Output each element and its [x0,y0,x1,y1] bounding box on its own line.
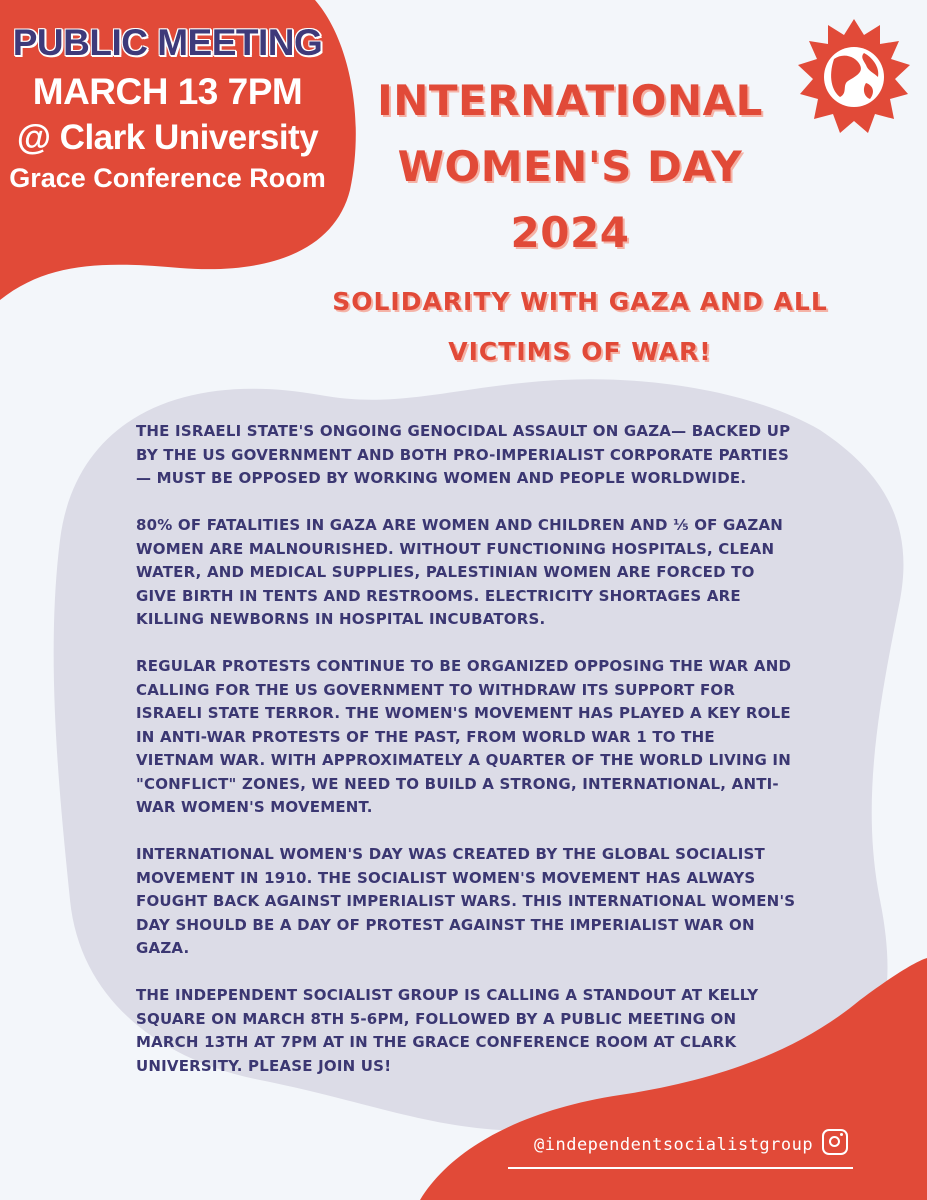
social-footer [500,1125,860,1175]
paragraph-protests: REGULAR PROTESTS CONTINUE TO BE ORGANIZED OPPOSING THE WAR AND CALLING FOR THE US GOVERNMENT TO WITHDRAW ITS SUPPORT FOR ISRAELI STATE TERROR. THE WOMEN'S MOVEMENT HAS PLAYED A KEY ROLE IN ANTI-WAR PROTESTS OF THE PAST, FROM WORLD WAR 1 TO THE VIETNAM WAR. WITH APPROXIMATELY A QUARTER OF THE WORLD LIVING IN "CONFLICT" ZONES, WE NEED TO BUILD A STRONG, INTERNATIONAL, ANTI-WAR WOMEN'S MOVEMENT. [136,657,792,816]
globe-gear-logo-icon [790,15,920,145]
subtitle-line2: VICTIMS OF WAR! [448,337,712,366]
footer-divider [508,1167,853,1169]
meeting-date: MARCH 13 7PM [32,71,303,112]
paragraph-intro: THE ISRAELI STATE'S ONGOING GENOCIDAL ASSAULT ON GAZA— BACKED UP BY THE US GOVERNMENT AND BOTH PRO-IMPERIALIST CORPORATE PARTIES — MUST BE OPPOSED BY WORKING WOMEN AND PEOPLE WORLDWIDE. [136,422,791,487]
paragraph-fatalities: 80% OF FATALITIES IN GAZA ARE WOMEN AND CHILDREN AND ⅕ OF GAZAN WOMEN ARE MALNOURISHED. WITHOUT FUNCTIONING HOSPITALS, CLEAN WATER, AND MEDICAL SUPPLIES, PALESTINIAN WOMEN ARE FORCED TO GIVE BIRTH IN TENTS AND RESTROOMS. ELECTRICITY SHORTAGES ARE KILLING NEWBORNS IN HOSPITAL INCUBATORS. [136,516,784,628]
body-text [136,420,796,1102]
social-handle[interactable]: @independentsocialistgroup [534,1135,814,1155]
event-subtitle [290,277,870,377]
paragraph-call-to-action: THE INDEPENDENT SOCIALIST GROUP IS CALLING A STANDOUT AT KELLY SQUARE ON MARCH 8TH 5-6PM, FOLLOWED BY A PUBLIC MEETING ON MARCH 13TH AT 7PM AT IN THE GRACE CONFERENCE ROOM AT CLARK UNIVERSITY. PLEASE JOIN US! [136,986,759,1075]
event-title [340,68,800,266]
meeting-title: PUBLIC MEETING [12,22,323,63]
meeting-info [0,20,335,196]
event-title-line1: INTERNATIONAL [377,76,763,125]
subtitle-line1: SOLIDARITY WITH GAZA AND ALL [332,287,828,316]
meeting-venue: @ Clark University [16,118,319,157]
paragraph-history: INTERNATIONAL WOMEN'S DAY WAS CREATED BY THE GLOBAL SOCIALIST MOVEMENT IN 1910. THE SOCIALIST WOMEN'S MOVEMENT HAS ALWAYS FOUGHT BACK AGAINST IMPERIALIST WARS. THIS INTERNATIONAL WOMEN'S DAY SHOULD BE A DAY OF PROTEST AGAINST THE IMPERIALIST WAR ON GAZA. [136,845,796,957]
event-title-line3: 2024 [510,208,630,257]
event-title-line2: WOMEN'S DAY [397,142,743,191]
instagram-icon[interactable] [822,1129,848,1155]
meeting-room: Grace Conference Room [9,163,326,193]
